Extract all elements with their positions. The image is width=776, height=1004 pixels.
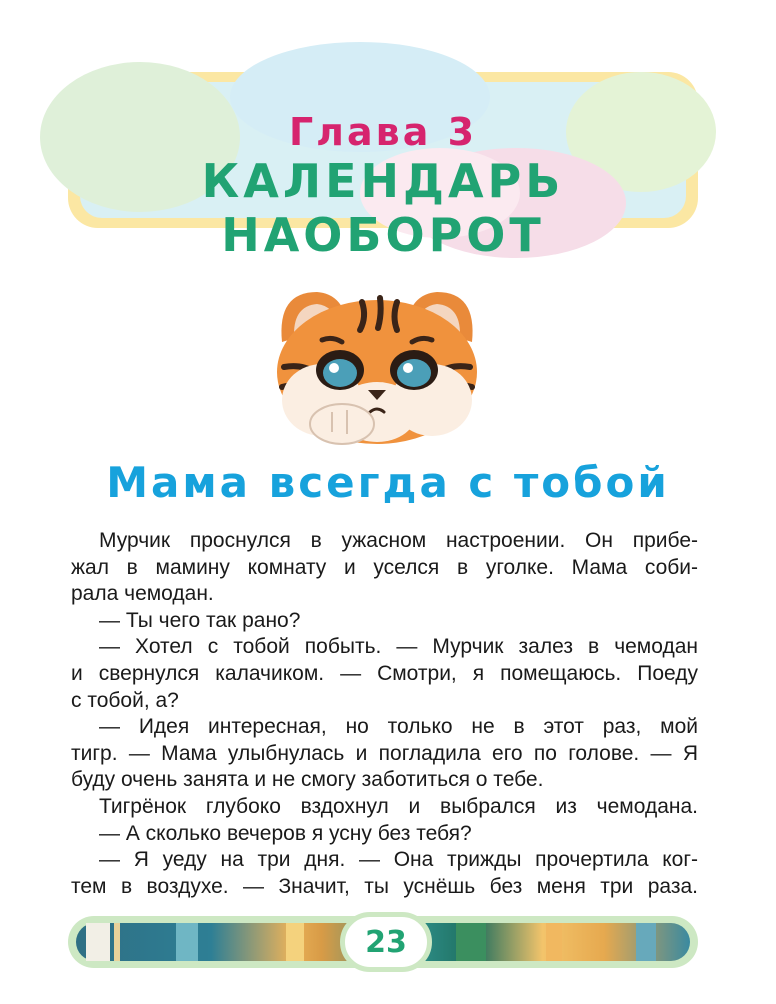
story-line: рала чемодан. — [71, 582, 214, 606]
story-title: Мама всегда с тобой — [106, 458, 670, 507]
story-line: и свернулся калачиком. — Смотри, я помещаюсь. Поеду — [71, 661, 698, 685]
story-line: Тигрёнок глубоко вздохнул и выбрался из чемодана. — [99, 794, 698, 818]
story-line: Мурчик проснулся в ужасном настроении. Он прибе- — [99, 529, 698, 552]
story-line: тем в воздухе. — Значит, ты уснёшь без меня три раза. — [71, 874, 698, 898]
story-line: — А сколько вечеров я усну без тебя? — [99, 821, 472, 845]
story-line: тигр. — Мама улыбнулась и погладила его по голове. — Я — [71, 741, 698, 765]
page-number-badge — [340, 912, 432, 972]
story-line: — Я уеду на три дня. — Она трижды прочертила ког- — [99, 848, 698, 872]
page-number: 23 — [365, 924, 407, 960]
chapter-title: КАЛЕНДАРЬ НАОБОРОТ — [201, 154, 565, 262]
tiger-cub-illustration — [262, 272, 492, 444]
story-line: — Хотел с тобой побыть. — Мурчик залез в чемодан — [99, 635, 698, 659]
story-body — [71, 528, 698, 900]
story-line: — Ты чего так рано? — [99, 608, 301, 632]
story-line: жал в мамину комнату и уселся в уголке. Мама соби- — [71, 555, 698, 579]
chapter-banner — [68, 72, 698, 262]
story-line: буду очень занята и не смогу заботиться о тебе. — [71, 768, 544, 792]
story-line: — Идея интересная, но только не в этот раз, мой — [99, 715, 698, 739]
story-line: с тобой, а? — [71, 688, 179, 712]
chapter-banner-background — [80, 82, 686, 262]
chapter-number: Глава 3 — [288, 110, 478, 154]
